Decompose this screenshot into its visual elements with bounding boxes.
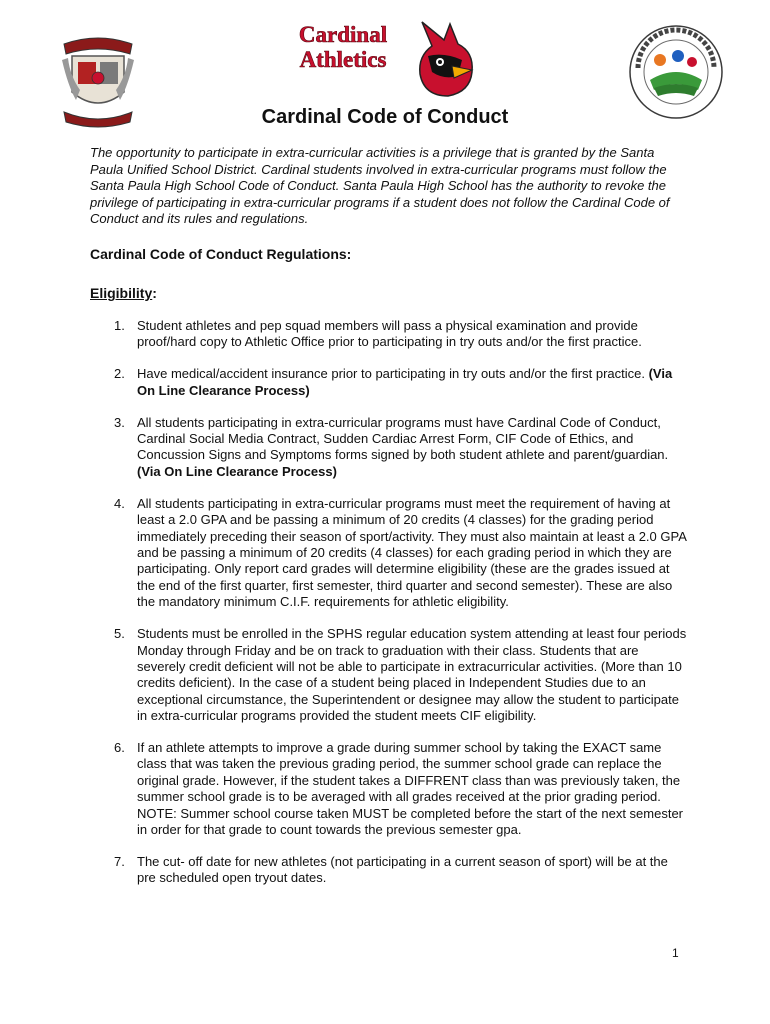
list-item xyxy=(90,854,690,887)
page-header xyxy=(0,0,770,110)
document-title: Cardinal Code of Conduct xyxy=(261,106,509,128)
cardinal-athletics-wordmark xyxy=(296,22,390,72)
cardinal-athletics-logo xyxy=(290,18,480,98)
item-number: 2. xyxy=(114,366,125,382)
item-text: Have medical/accident insurance prior to participating in try outs and/or the first practice. xyxy=(137,366,645,382)
cardinal-bird-icon xyxy=(414,18,476,98)
item-number: 4. xyxy=(114,495,125,511)
item-number: 3. xyxy=(114,414,125,430)
item-bold-note: (Via On Line Clearance Process) xyxy=(137,463,337,479)
item-number: 6. xyxy=(114,740,125,756)
regulations-heading: Cardinal Code of Conduct Regulations: xyxy=(90,246,352,262)
item-text: The cut- off date for new athletes (not participating in a current season of sport) will be at the pre scheduled open tryout dates. xyxy=(137,853,668,886)
item-number: 1. xyxy=(114,318,125,333)
item-bold-note: (Via On Line Clearance Process) xyxy=(137,366,673,398)
item-text: All students participating in extra-curricular programs must have Cardinal Code of Conduct, Cardinal Social Media Contract, Sudden Cardiac Arrest Form, CIF Code of Ethics, and Concussion Signs and Symptoms forms signed by both student athlete and parent/guardian. xyxy=(137,414,669,463)
item-text: If an athlete attempts to improve a grade during summer school by taking the EXACT same class that was taken the previous grading period, the summer school grade can replace the original grade. However, if the student takes a DIFFRENT class than was previously taken, the summer school grade is to be averaged with all grades received at the prior grading period. NOTE: Summer school course taken MUST be completed before the start of the next semester in order for that grade to count towards the previous semester gpa. xyxy=(137,740,683,838)
item-number: 5. xyxy=(114,626,125,642)
item-text: All students participating in extra-curricular programs must meet the requirement of having at least a 2.0 GPA and be passing a minimum of 20 credits (4 classes) for the grading period immediately preceding their season of sport/activity. They must also maintain at least a 2.0 GPA and be passing a minimum of 20 credits (4 classes) for each grading period in which they are participating. Only report card grades will determine eligibility (these are the grades issued at the end of the first quarter, first semester, third quarter and second semester). These are also the mandatory minimum C.I.F. requirements for athletic eligibility. xyxy=(137,495,687,610)
list-item xyxy=(90,415,690,481)
item-number: 7. xyxy=(114,853,125,869)
eligibility-heading-colon: : xyxy=(152,285,157,301)
list-item xyxy=(90,740,690,838)
wordmark-line-2: Athletics xyxy=(299,47,387,72)
wordmark-line-1: Cardinal xyxy=(298,22,388,47)
list-item xyxy=(90,626,690,724)
list-item xyxy=(90,318,690,351)
item-text: Student athletes and pep squad members will pass a physical examination and provide proof/hard copy to Athletic Office prior to participating in try outs and/or the first practice. xyxy=(137,318,642,350)
eligibility-heading xyxy=(90,285,157,301)
list-item xyxy=(90,366,690,399)
eligibility-rules-list xyxy=(90,318,690,902)
eligibility-heading-text: Eligibility xyxy=(90,285,153,301)
item-text: Students must be enrolled in the SPHS regular education system attending at least four periods Monday through Friday and be on track to graduation with their class. Students that are severely credit deficient will not be able to participate in extracurricular activities. (More than 10 credits deficient). In the case of a student being placed in Independent Studies due to an exceptional circumstance, the Superintendent or designee may allow the student to participate in extra-curricular programs provided the student meets CIF eligibility. xyxy=(137,626,687,724)
intro-paragraph: The opportunity to participate in extra-curricular activities is a privilege that is granted by the Santa Paula Unified School District. Cardinal students involved in extra-curricular programs must follow the Santa Paula High School Code of Conduct. Santa Paula High School has the authority to revoke the privilege of participating in extra-curricular programs if a student does not follow the Cardinal Code of Conduct and its rules and regulations. xyxy=(90,145,670,226)
page-number: 1 xyxy=(672,946,679,960)
list-item xyxy=(90,496,690,611)
